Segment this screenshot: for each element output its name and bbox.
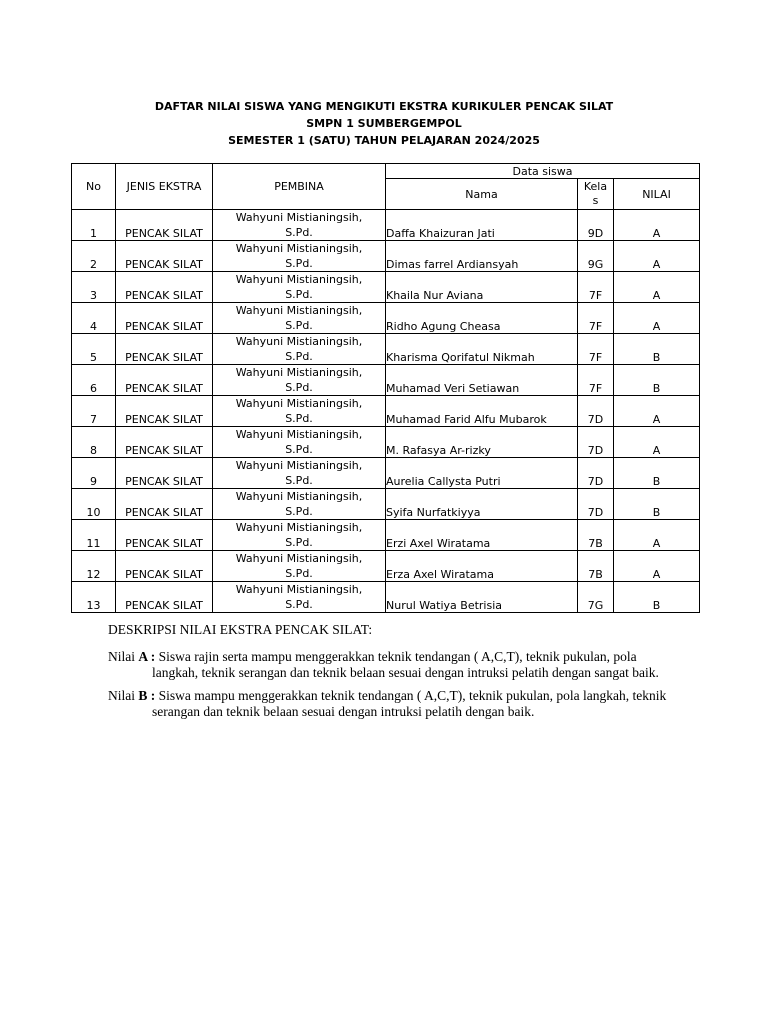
cell-pembina: [213, 334, 386, 365]
grade-text: Siswa rajin serta mampu menggerakkan teknik tendangan ( A,C,T), teknik pukulan, pola langkah, teknik serangan dan teknik belaan sesuai dengan intruksi pelatih dengan sangat baik.: [152, 649, 659, 680]
cell-jenis-ekstra: PENCAK SILAT: [116, 520, 213, 551]
cell-pembina: [213, 241, 386, 272]
cell-kelas: 7F: [578, 365, 614, 396]
nilai-label: Nilai: [108, 649, 135, 664]
cell-jenis-ekstra: PENCAK SILAT: [116, 241, 213, 272]
cell-nilai: A: [614, 272, 700, 303]
table-header: [72, 164, 700, 210]
cell-pembina: [213, 365, 386, 396]
cell-jenis-ekstra: PENCAK SILAT: [116, 334, 213, 365]
cell-jenis-ekstra: PENCAK SILAT: [116, 551, 213, 582]
cell-no: 4: [72, 303, 116, 334]
cell-no: 11: [72, 520, 116, 551]
cell-jenis-ekstra: PENCAK SILAT: [116, 303, 213, 334]
cell-nilai: B: [614, 334, 700, 365]
header-kelas-line2: s: [592, 194, 599, 207]
pembina-title: S.Pd.: [285, 474, 313, 487]
cell-pembina: [213, 489, 386, 520]
cell-nama: Daffa Khaizuran Jati: [386, 210, 578, 241]
cell-nilai: A: [614, 551, 700, 582]
pembina-title: S.Pd.: [285, 319, 313, 332]
cell-nilai: A: [614, 210, 700, 241]
grade-description: [108, 622, 668, 727]
grade-text: Siswa mampu menggerakkan teknik tendangan ( A,C,T), teknik pukulan, pola langkah, teknik serangan dan teknik belaan sesuai dengan intruksi pelatih dengan baik.: [152, 688, 667, 719]
description-list: [108, 649, 668, 720]
cell-nama: Nurul Watiya Betrisia: [386, 582, 578, 613]
table-row: [72, 582, 700, 613]
cell-no: 3: [72, 272, 116, 303]
cell-no: 6: [72, 365, 116, 396]
pembina-name: Wahyuni Mistianingsih,: [235, 366, 363, 379]
cell-no: 8: [72, 427, 116, 458]
title-line-2: SMPN 1 SUMBERGEMPOL: [306, 117, 462, 130]
cell-pembina: [213, 396, 386, 427]
cell-pembina: [213, 520, 386, 551]
cell-nama: Kharisma Qorifatul Nikmah: [386, 334, 578, 365]
pembina-name: Wahyuni Mistianingsih,: [235, 583, 363, 596]
cell-pembina: [213, 427, 386, 458]
pembina-title: S.Pd.: [285, 257, 313, 270]
cell-nama: Khaila Nur Aviana: [386, 272, 578, 303]
table-row: [72, 551, 700, 582]
cell-pembina: [213, 551, 386, 582]
cell-no: 12: [72, 551, 116, 582]
nilai-label: Nilai: [108, 688, 135, 703]
title-line-1: DAFTAR NILAI SISWA YANG MENGIKUTI EKSTRA KURIKULER PENCAK SILAT: [154, 100, 614, 113]
cell-nilai: A: [614, 520, 700, 551]
cell-pembina: [213, 303, 386, 334]
cell-no: 2: [72, 241, 116, 272]
table-row: [72, 365, 700, 396]
pembina-name: Wahyuni Mistianingsih,: [235, 273, 363, 286]
cell-no: 7: [72, 396, 116, 427]
cell-jenis-ekstra: PENCAK SILAT: [116, 427, 213, 458]
pembina-name: Wahyuni Mistianingsih,: [235, 490, 363, 503]
pembina-name: Wahyuni Mistianingsih,: [235, 552, 363, 565]
pembina-title: S.Pd.: [285, 226, 313, 239]
cell-kelas: 7B: [578, 551, 614, 582]
header-kelas-line1: Kela: [583, 180, 608, 193]
cell-kelas: 7G: [578, 582, 614, 613]
cell-jenis-ekstra: PENCAK SILAT: [116, 210, 213, 241]
cell-jenis-ekstra: PENCAK SILAT: [116, 489, 213, 520]
header-kelas: [578, 179, 614, 210]
pembina-title: S.Pd.: [285, 350, 313, 363]
header-jenis-ekstra: JENIS EKSTRA: [116, 164, 213, 210]
cell-jenis-ekstra: PENCAK SILAT: [116, 396, 213, 427]
description-prefix: [108, 649, 155, 664]
pembina-title: S.Pd.: [285, 443, 313, 456]
cell-pembina: [213, 582, 386, 613]
cell-kelas: 9D: [578, 210, 614, 241]
cell-jenis-ekstra: PENCAK SILAT: [116, 458, 213, 489]
table-row: [72, 489, 700, 520]
cell-nama: Dimas farrel Ardiansyah: [386, 241, 578, 272]
pembina-title: S.Pd.: [285, 567, 313, 580]
cell-nilai: A: [614, 396, 700, 427]
description-text: [108, 688, 668, 720]
description-item: [108, 649, 668, 681]
cell-kelas: 7B: [578, 520, 614, 551]
cell-nilai: A: [614, 427, 700, 458]
cell-jenis-ekstra: PENCAK SILAT: [116, 272, 213, 303]
table-row: [72, 458, 700, 489]
cell-kelas: 7D: [578, 427, 614, 458]
description-title: DESKRIPSI NILAI EKSTRA PENCAK SILAT:: [108, 622, 373, 637]
cell-pembina: [213, 458, 386, 489]
header-no: No: [72, 164, 116, 210]
cell-nilai: B: [614, 489, 700, 520]
table-row: [72, 520, 700, 551]
cell-pembina: [213, 272, 386, 303]
header-nilai: NILAI: [614, 179, 700, 210]
cell-no: 13: [72, 582, 116, 613]
table-row: [72, 334, 700, 365]
cell-kelas: 7F: [578, 334, 614, 365]
table-row: [72, 396, 700, 427]
cell-kelas: 7F: [578, 272, 614, 303]
pembina-name: Wahyuni Mistianingsih,: [235, 304, 363, 317]
pembina-title: S.Pd.: [285, 598, 313, 611]
table-row: [72, 241, 700, 272]
grades-table: [71, 163, 700, 613]
header-nama: Nama: [386, 179, 578, 210]
cell-jenis-ekstra: PENCAK SILAT: [116, 365, 213, 396]
page-title: [0, 98, 768, 149]
cell-kelas: 7F: [578, 303, 614, 334]
table-row: [72, 427, 700, 458]
pembina-name: Wahyuni Mistianingsih,: [235, 211, 363, 224]
pembina-name: Wahyuni Mistianingsih,: [235, 428, 363, 441]
pembina-title: S.Pd.: [285, 505, 313, 518]
cell-nilai: B: [614, 365, 700, 396]
pembina-name: Wahyuni Mistianingsih,: [235, 242, 363, 255]
cell-no: 10: [72, 489, 116, 520]
pembina-title: S.Pd.: [285, 412, 313, 425]
pembina-title: S.Pd.: [285, 381, 313, 394]
cell-pembina: [213, 210, 386, 241]
cell-nama: Muhamad Veri Setiawan: [386, 365, 578, 396]
cell-kelas: 9G: [578, 241, 614, 272]
cell-nilai: A: [614, 303, 700, 334]
table-body: [72, 210, 700, 613]
header-pembina: PEMBINA: [213, 164, 386, 210]
pembina-title: S.Pd.: [285, 288, 313, 301]
cell-no: 1: [72, 210, 116, 241]
cell-nama: Syifa Nurfatkiyya: [386, 489, 578, 520]
pembina-title: S.Pd.: [285, 536, 313, 549]
header-data-siswa: Data siswa: [386, 164, 700, 179]
cell-kelas: 7D: [578, 458, 614, 489]
table-row: [72, 272, 700, 303]
description-prefix: [108, 688, 155, 703]
description-text: [108, 649, 668, 681]
cell-nama: Aurelia Callysta Putri: [386, 458, 578, 489]
cell-nama: Muhamad Farid Alfu Mubarok: [386, 396, 578, 427]
table-row: [72, 210, 700, 241]
pembina-name: Wahyuni Mistianingsih,: [235, 397, 363, 410]
cell-nilai: B: [614, 458, 700, 489]
pembina-name: Wahyuni Mistianingsih,: [235, 521, 363, 534]
pembina-name: Wahyuni Mistianingsih,: [235, 335, 363, 348]
cell-kelas: 7D: [578, 396, 614, 427]
cell-nilai: B: [614, 582, 700, 613]
cell-kelas: 7D: [578, 489, 614, 520]
cell-no: 9: [72, 458, 116, 489]
cell-nilai: A: [614, 241, 700, 272]
grade-label: A :: [138, 649, 156, 664]
pembina-name: Wahyuni Mistianingsih,: [235, 459, 363, 472]
cell-nama: Erzi Axel Wiratama: [386, 520, 578, 551]
table-row: [72, 303, 700, 334]
cell-nama: M. Rafasya Ar-rizky: [386, 427, 578, 458]
cell-jenis-ekstra: PENCAK SILAT: [116, 582, 213, 613]
cell-no: 5: [72, 334, 116, 365]
cell-nama: Erza Axel Wiratama: [386, 551, 578, 582]
description-item: [108, 688, 668, 720]
title-line-3: SEMESTER 1 (SATU) TAHUN PELAJARAN 2024/2025: [228, 134, 540, 147]
cell-nama: Ridho Agung Cheasa: [386, 303, 578, 334]
grade-label: B :: [138, 688, 156, 703]
